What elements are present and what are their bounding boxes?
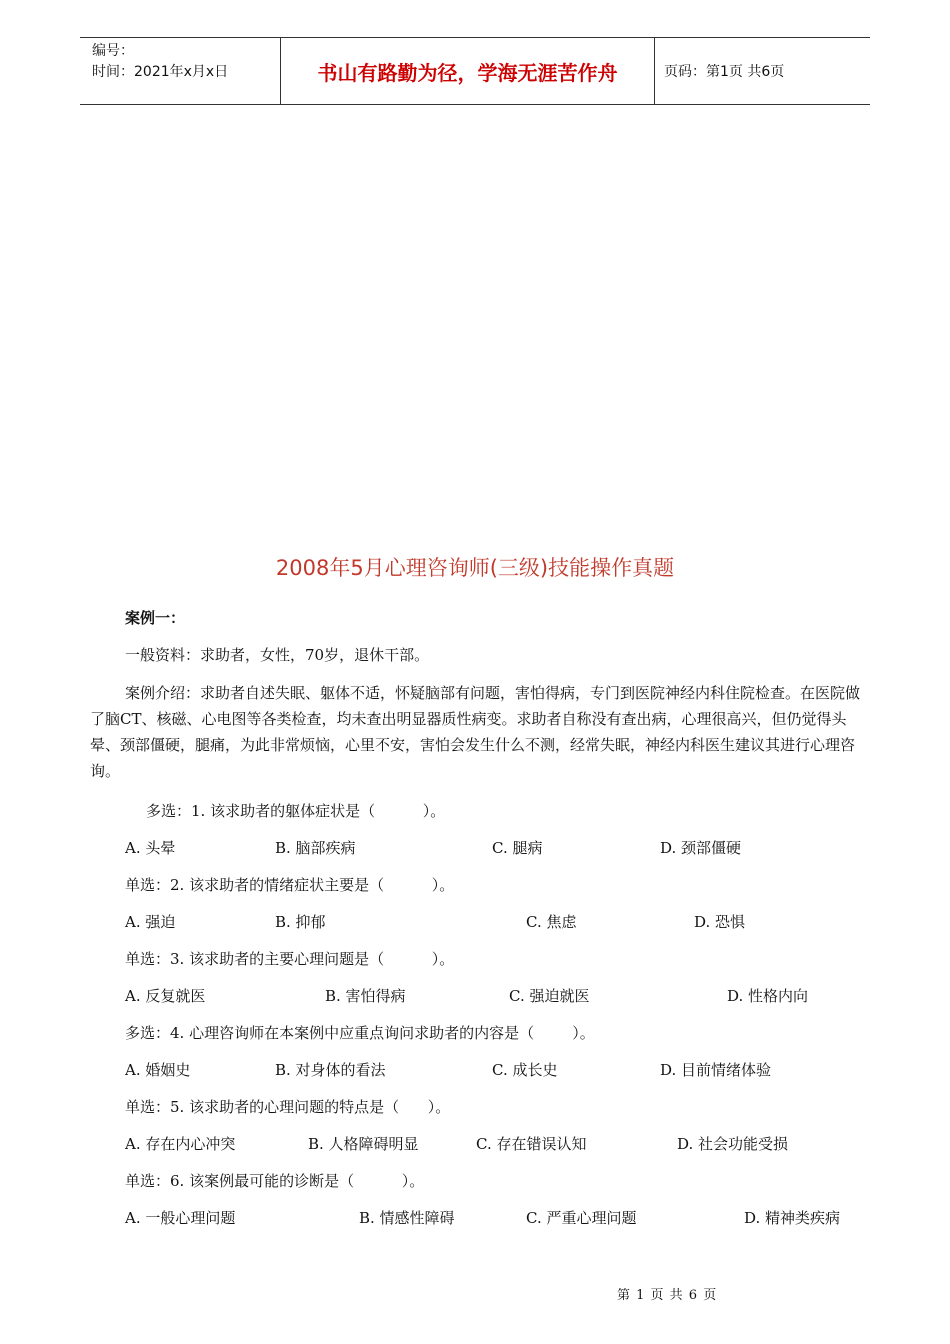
option-d: D. 性格内向 — [727, 987, 809, 1005]
option-a: A. 反复就医 — [125, 987, 206, 1005]
document-body — [90, 604, 865, 1237]
option-b: B. 抑郁 — [275, 913, 326, 931]
document-number-label: 编号： — [92, 43, 134, 59]
option-a: A. 婚姻史 — [125, 1061, 191, 1079]
question-4-options — [90, 1052, 865, 1089]
option-a: A. 一般心理问题 — [125, 1209, 236, 1227]
option-c: C. 腿病 — [492, 839, 543, 857]
option-c: C. 成长史 — [492, 1061, 558, 1079]
document-title: 2008年5月心理咨询师(三级)技能操作真题 — [275, 556, 675, 580]
question-5: 单选：5. 该求助者的心理问题的特点是（ ）。 — [125, 1098, 451, 1116]
option-a: A. 头晕 — [125, 839, 176, 857]
option-a: A. 存在内心冲突 — [125, 1135, 236, 1153]
question-2-options — [90, 904, 865, 941]
question-1-options — [90, 830, 865, 867]
question-6-options — [90, 1200, 865, 1237]
header-page-number: 页码：第1页 共6页 — [664, 64, 785, 80]
question-6: 单选：6. 该案例最可能的诊断是（ ）。 — [125, 1172, 425, 1190]
question-4: 多选：4. 心理咨询师在本案例中应重点询问求助者的内容是（ ）。 — [125, 1024, 595, 1042]
question-3-options — [90, 978, 865, 1015]
option-c: C. 焦虑 — [526, 913, 577, 931]
option-d: D. 精神类疾病 — [744, 1209, 841, 1227]
option-d: D. 颈部僵硬 — [660, 839, 742, 857]
header-motto: 书山有路勤为径，学海无涯苦作舟 — [281, 38, 655, 104]
option-d: D. 恐惧 — [694, 913, 746, 931]
page-footer: 第 1 页 共 6 页 — [617, 1288, 718, 1303]
question-5-options — [90, 1126, 865, 1163]
document-time-label: 时间：2021年x月x日 — [92, 64, 229, 80]
case-general-info: 一般资料：求助者，女性，70岁，退休干部。 — [125, 646, 430, 664]
option-d: D. 社会功能受损 — [677, 1135, 789, 1153]
option-b: B. 人格障碍明显 — [308, 1135, 419, 1153]
option-b: B. 害怕得病 — [325, 987, 406, 1005]
option-c: C. 严重心理问题 — [526, 1209, 637, 1227]
header-meta — [80, 38, 281, 104]
question-2: 单选：2. 该求助者的情绪症状主要是（ ）。 — [125, 876, 455, 894]
option-c: C. 存在错误认知 — [476, 1135, 587, 1153]
option-b: B. 脑部疾病 — [275, 839, 356, 857]
question-3: 单选：3. 该求助者的主要心理问题是（ ）。 — [125, 950, 455, 968]
page-header — [80, 37, 870, 105]
option-d: D. 目前情绪体验 — [660, 1061, 772, 1079]
option-b: B. 情感性障碍 — [359, 1209, 455, 1227]
option-a: A. 强迫 — [125, 913, 176, 931]
case-introduction: 案例介绍：求助者自述失眠、躯体不适，怀疑脑部有问题，害怕得病，专门到医院神经内科住院检查。在医院做了脑CT、核磁、心电图等各类检查，均未查出明显器质性病变。求助者自称没有查出病，心理很高兴，但仍觉得头晕、颈部僵硬，腿痛，为此非常烦恼，心里不安，害怕会发生什么不测，经常失眠，神经内科医生建议其进行心理咨询。 — [90, 684, 861, 780]
option-c: C. 强迫就医 — [509, 987, 590, 1005]
question-1: 多选：1. 该求助者的躯体症状是（ ）。 — [146, 802, 446, 820]
case-heading: 案例一： — [125, 609, 186, 627]
option-b: B. 对身体的看法 — [275, 1061, 386, 1079]
